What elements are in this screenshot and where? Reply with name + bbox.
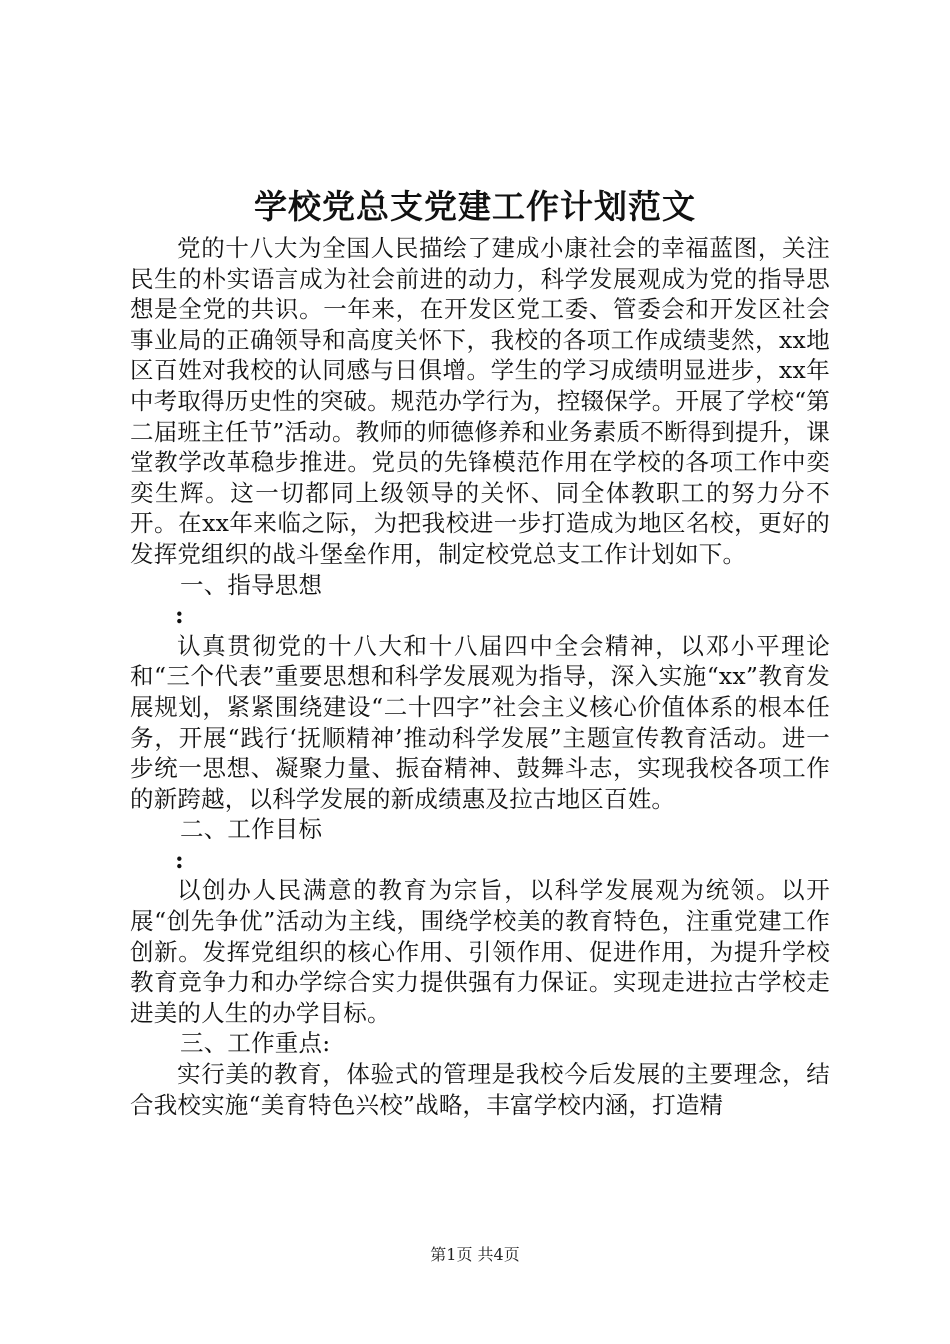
body-paragraph: 党的十八大为全国人民描绘了建成小康社会的幸福蓝图，关注民生的朴实语言成为社会前进的动力，科学发展观成为党的指导思想是全党的共识。一年来，在开发区党工委、管委会和开发区社会事业局的正确领导和高度关怀下，我校的各项工作成绩斐然，xx地区百姓对我校的认同感与日俱增。学生的学习成绩明显进步，xx年中考取得历史性的突破。规范办学行为，控辍保学。开展了学校“第二届班主任节”活动。教师的师德修养和业务素质不断得到提升，课堂教学改革稳步推进。党员的先锋模范作用在学校的各项工作中奕奕生辉。这一切都同上级领导的关怀、同全体教职工的努力分不开。在xx年来临之际，为把我校进一步打造成为地区名校，更好的发挥党组织的战斗堡垒作用，制定校党总支工作计划如下。 — [130, 234, 830, 568]
body-paragraph: 认真贯彻党的十八大和十八届四中全会精神，以邓小平理论和“三个代表”重要思想和科学发展观为指导，深入实施“xx”教育发展规划，紧紧围绕建设“二十四字”社会主义核心价值体系的根本任务，开展“践行‘抚顺精神’推动科学发展”主题宣传教育活动。进一步统一思想、凝聚力量、振奋精神、鼓舞斗志，实现我校各项工作的新跨越，以科学发展的新成绩惠及拉古地区百姓。 — [130, 631, 830, 813]
heading-colon: : — [175, 601, 184, 630]
section-heading-work-focus: 三、工作重点: — [180, 1029, 331, 1058]
document-title: 学校党总支党建工作计划范文 — [254, 187, 696, 226]
section-heading-guiding-ideology: 一、指导思想 — [180, 570, 323, 599]
body-paragraph: 实行美的教育，体验式的管理是我校今后发展的主要理念，结合我校实施“美育特色兴校”战略，丰富学校内涵，打造精 — [130, 1060, 830, 1119]
document-body — [130, 233, 830, 1120]
section-heading-work-goals: 二、工作目标 — [180, 815, 323, 844]
heading-colon: : — [175, 845, 184, 874]
page-footer: 第1页 共4页 — [430, 1245, 520, 1264]
body-paragraph: 以创办人民满意的教育为宗旨，以科学发展观为统领。以开展“创先争优”活动为主线，围绕学校美的教育特色，注重党建工作创新。发挥党组织的核心作用、引领作用、促进作用，为提升学校教育竞争力和办学综合实力提供强有力保证。实现走进拉古学校走进美的人生的办学目标。 — [130, 876, 830, 1027]
